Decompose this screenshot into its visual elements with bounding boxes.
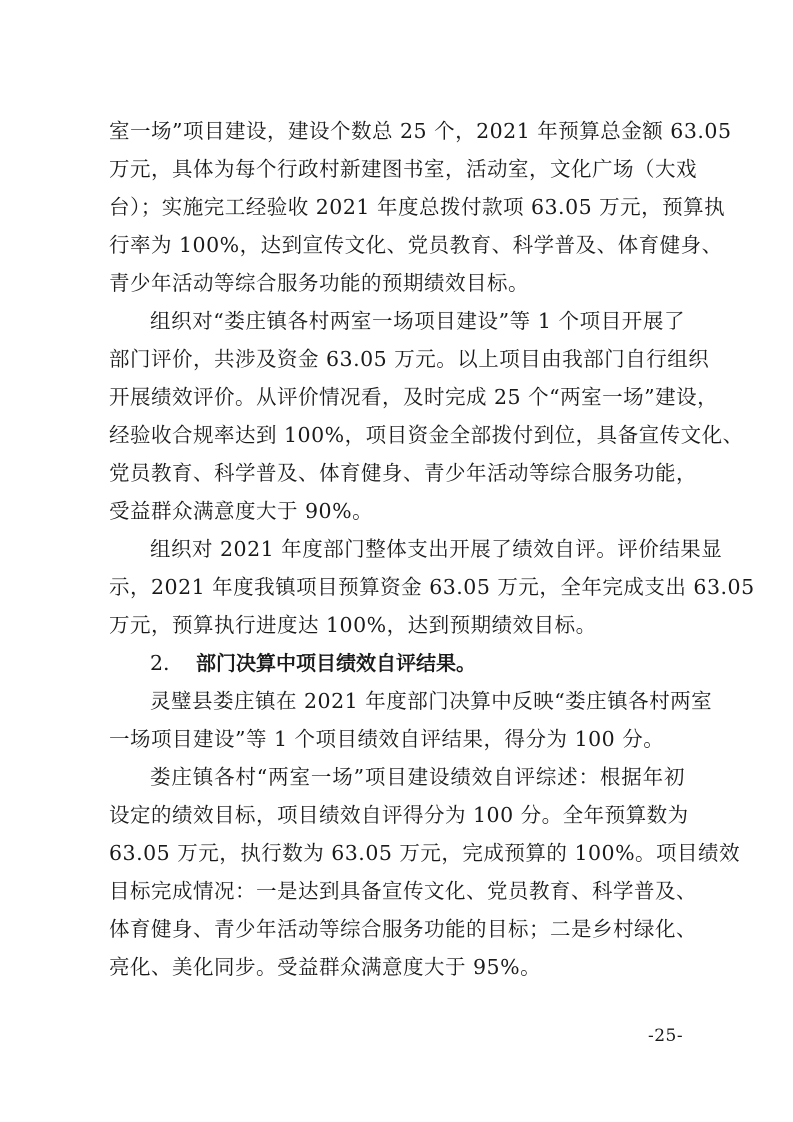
- text-line: 娄庄镇各村“两室一场”项目建设绩效自评综述：根据年初: [150, 765, 685, 789]
- text-line: 目标完成情况：一是达到具备宣传文化、党员教育、科学普及、: [109, 879, 697, 903]
- section-title: 部门决算中项目绩效自评结果。: [196, 651, 476, 675]
- text-line: 万元，预算执行进度达 100%，达到预期绩效目标。: [109, 613, 597, 637]
- text-line: 示，2021 年度我镇项目预算资金 63.05 万元，全年完成支出 63.05: [109, 575, 755, 599]
- text-line: 经验收合规率达到 100%，项目资金全部拨付到位，具备宣传文化、: [109, 423, 744, 447]
- section-heading: [109, 644, 685, 682]
- text-line: 一场项目建设”等 1 个项目绩效自评结果，得分为 100 分。: [109, 727, 665, 751]
- text-line: 组织对 2021 年度部门整体支出开展了绩效自评。评价结果显: [150, 537, 723, 561]
- paragraph-overall-self-evaluation: [109, 530, 755, 644]
- section-number: 2.: [150, 651, 170, 675]
- text-line: 党员教育、科学普及、体育健身、青少年活动等综合服务功能，: [109, 461, 697, 485]
- text-line: 万元，具体为每个行政村新建图书室，活动室，文化广场（大戏: [109, 157, 697, 181]
- text-line: 行率为 100%，达到宣传文化、党员教育、科学普及、体育健身、: [109, 233, 723, 257]
- text-line: 设定的绩效目标，项目绩效自评得分为 100 分。全年预算数为: [109, 803, 689, 827]
- text-line: 体育健身、青少年活动等综合服务功能的目标；二是乡村绿化、: [109, 917, 697, 941]
- text-line: 开展绩效评价。从评价情况看，及时完成 25 个“两室一场”建设，: [109, 385, 719, 409]
- text-line: 灵璧县娄庄镇在 2021 年度部门决算中反映“娄庄镇各村两室: [150, 689, 713, 713]
- page-number: -25-: [648, 1026, 684, 1046]
- text-line: 室一场”项目建设，建设个数总 25 个，2021 年预算总金额 63.05: [109, 119, 732, 143]
- text-line: 青少年活动等综合服务功能的预期绩效目标。: [109, 271, 529, 295]
- paragraph-project-summary: [109, 112, 732, 302]
- text-line: 受益群众满意度大于 90%。: [109, 499, 374, 523]
- paragraph-final-accounts-result: [109, 682, 713, 758]
- text-line: 台）；实施完工经验收 2021 年度总拨付款项 63.05 万元，预算执: [109, 195, 726, 219]
- paragraph-department-evaluation: [109, 302, 744, 530]
- text-line: 63.05 万元，执行数为 63.05 万元，完成预算的 100%。项目绩效: [109, 841, 741, 865]
- paragraph-project-self-evaluation-summary: [109, 758, 741, 986]
- text-line: 部门评价，共涉及资金 63.05 万元。以上项目由我部门自行组织: [109, 347, 710, 371]
- document-body: [109, 112, 755, 986]
- text-line: 组织对“娄庄镇各村两室一场项目建设”等 1 个项目开展了: [150, 309, 685, 333]
- text-line: 亮化、美化同步。受益群众满意度大于 95%。: [109, 955, 542, 979]
